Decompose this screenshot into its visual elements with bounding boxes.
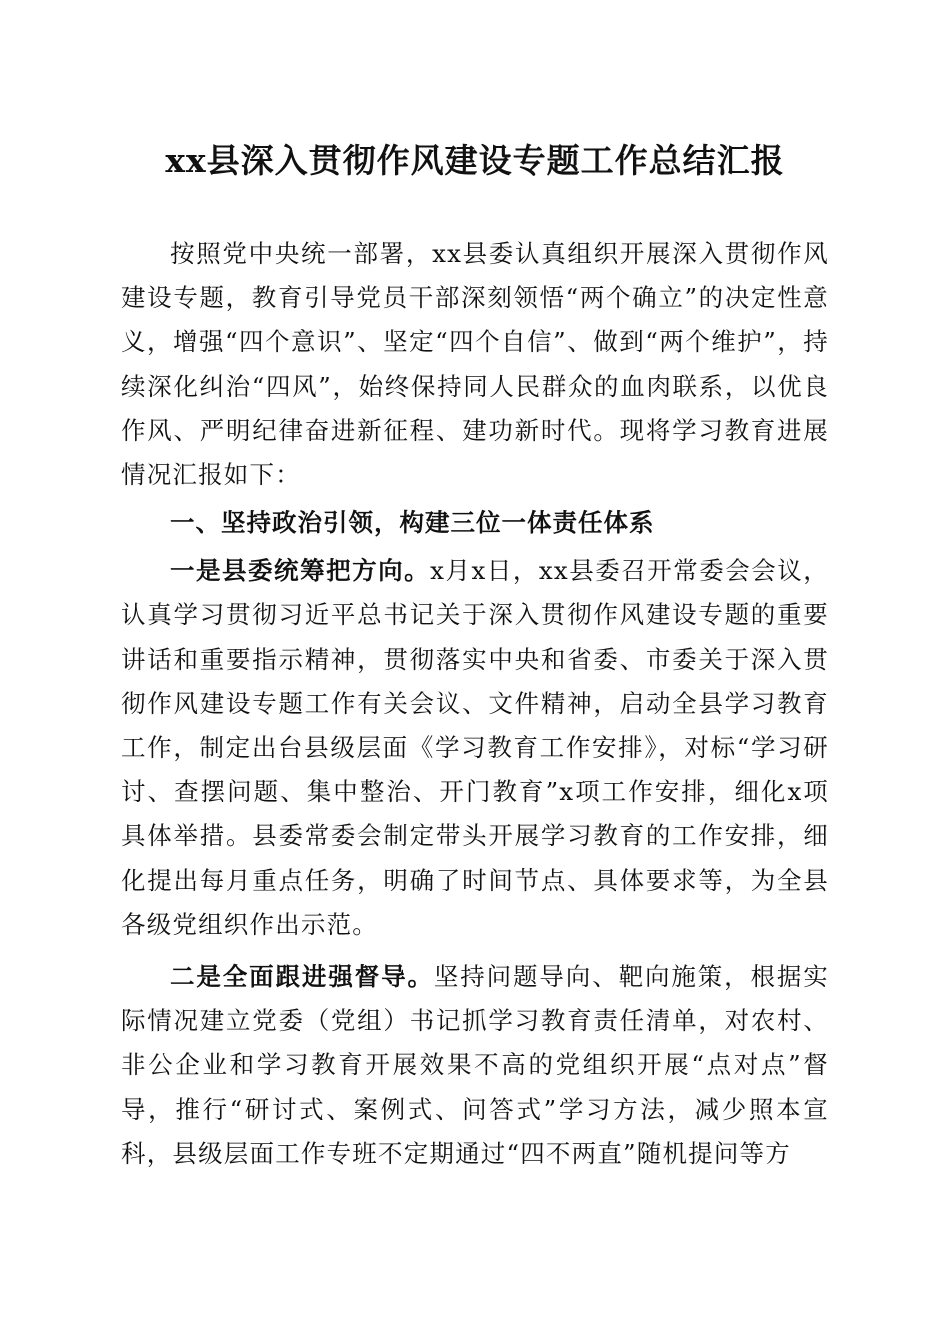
paragraph-gap	[121, 947, 829, 955]
item-lead-1: 一是县委统筹把方向。	[170, 556, 431, 586]
intro-paragraph: 按照党中央统一部署，xx县委认真组织开展深入贯彻作风建设专题，教育引导党员干部深刻领悟“两个确立”的决定性意义，增强“四个意识”、坚定“四个自信”、做到“两个维护”，持续深化纠治“四风”，始终保持同人民群众的血肉联系，以优良作风、严明纪律奋进新征程、建功新时代。现将学习教育进展情况汇报如下：	[121, 239, 829, 490]
item-text-2: 坚持问题导向、靶向施策，根据实际情况建立党委（党组）书记抓学习教育责任清单，对农村、非公企业和学习教育开展效果不高的党组织开展“点对点”督导，推行“研讨式、案例式、问答式”学习方法，减少照本宣科，县级层面工作专班不定期通过“四不两直”随机提问等方	[121, 962, 829, 1168]
document-title: xx县深入贯彻作风建设专题工作总结汇报	[165, 141, 785, 180]
item-lead-2: 二是全面跟进强督导。	[170, 962, 434, 992]
section-heading-1: 一、坚持政治引领，构建三位一体责任体系	[170, 508, 655, 538]
document-body	[121, 232, 829, 1176]
item-text-1: x月x日，xx县委召开常委会会议，认真学习贯彻习近平总书记关于深入贯彻作风建设专题的重要讲话和重要指示精神，贯彻落实中央和省委、市委关于深入贯彻作风建设专题工作有关会议、文件精神，启动全县学习教育工作，制定出台县级层面《学习教育工作安排》，对标“学习研讨、查摆问题、集中整治、开门教育”x项工作安排，细化x项具体举措。县委常委会制定带头开展学习教育的工作安排，细化提出每月重点任务，明确了时间节点、具体要求等，为全县各级党组织作出示范。	[121, 556, 830, 939]
item-paragraph-2	[121, 955, 829, 1176]
item-paragraph-1	[121, 549, 829, 947]
